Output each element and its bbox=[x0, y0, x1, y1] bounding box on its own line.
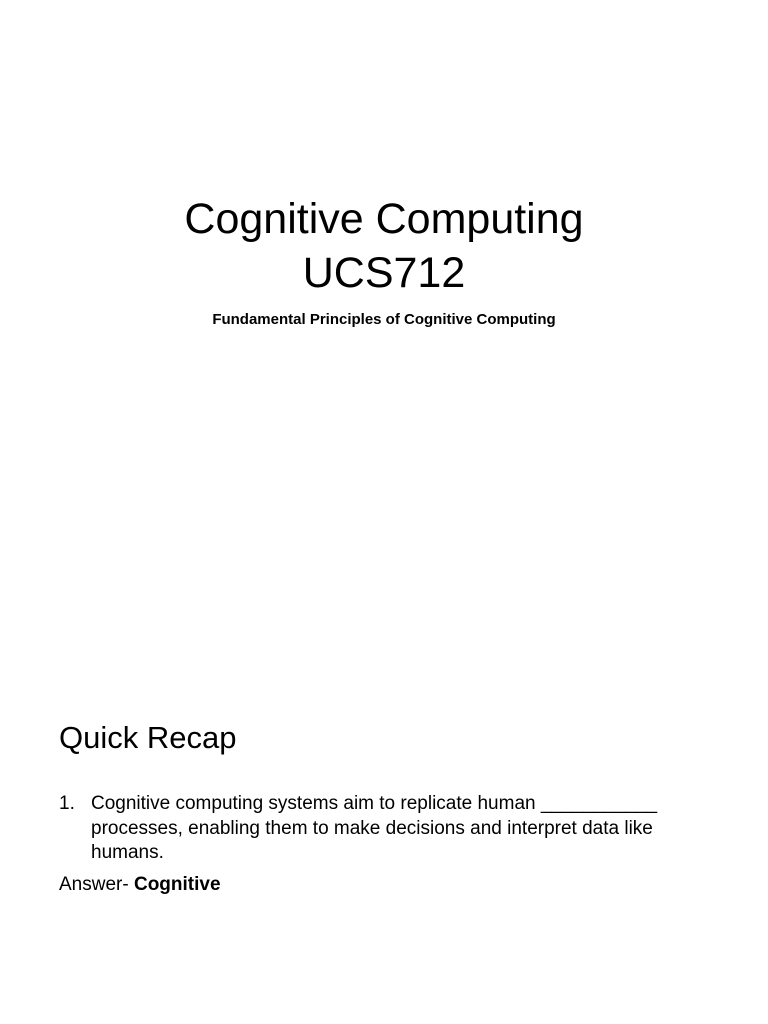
question-item bbox=[59, 792, 719, 866]
recap-slide bbox=[0, 576, 768, 1024]
question-text: Cognitive computing systems aim to replicate human ___________ processes, enabling them to make decisions and interpret data like humans. bbox=[91, 793, 658, 863]
answer-value: Cognitive bbox=[133, 874, 221, 895]
answer-label: Answer- bbox=[59, 874, 129, 895]
title-line-1: Cognitive Computing bbox=[184, 195, 584, 243]
question-number: 1. bbox=[59, 793, 75, 814]
answer-line bbox=[59, 873, 221, 897]
title-line-2: UCS712 bbox=[302, 249, 466, 297]
slide-title bbox=[0, 192, 768, 300]
slide-subtitle: Fundamental Principles of Cognitive Computing bbox=[212, 311, 556, 328]
recap-heading: Quick Recap bbox=[59, 720, 237, 755]
